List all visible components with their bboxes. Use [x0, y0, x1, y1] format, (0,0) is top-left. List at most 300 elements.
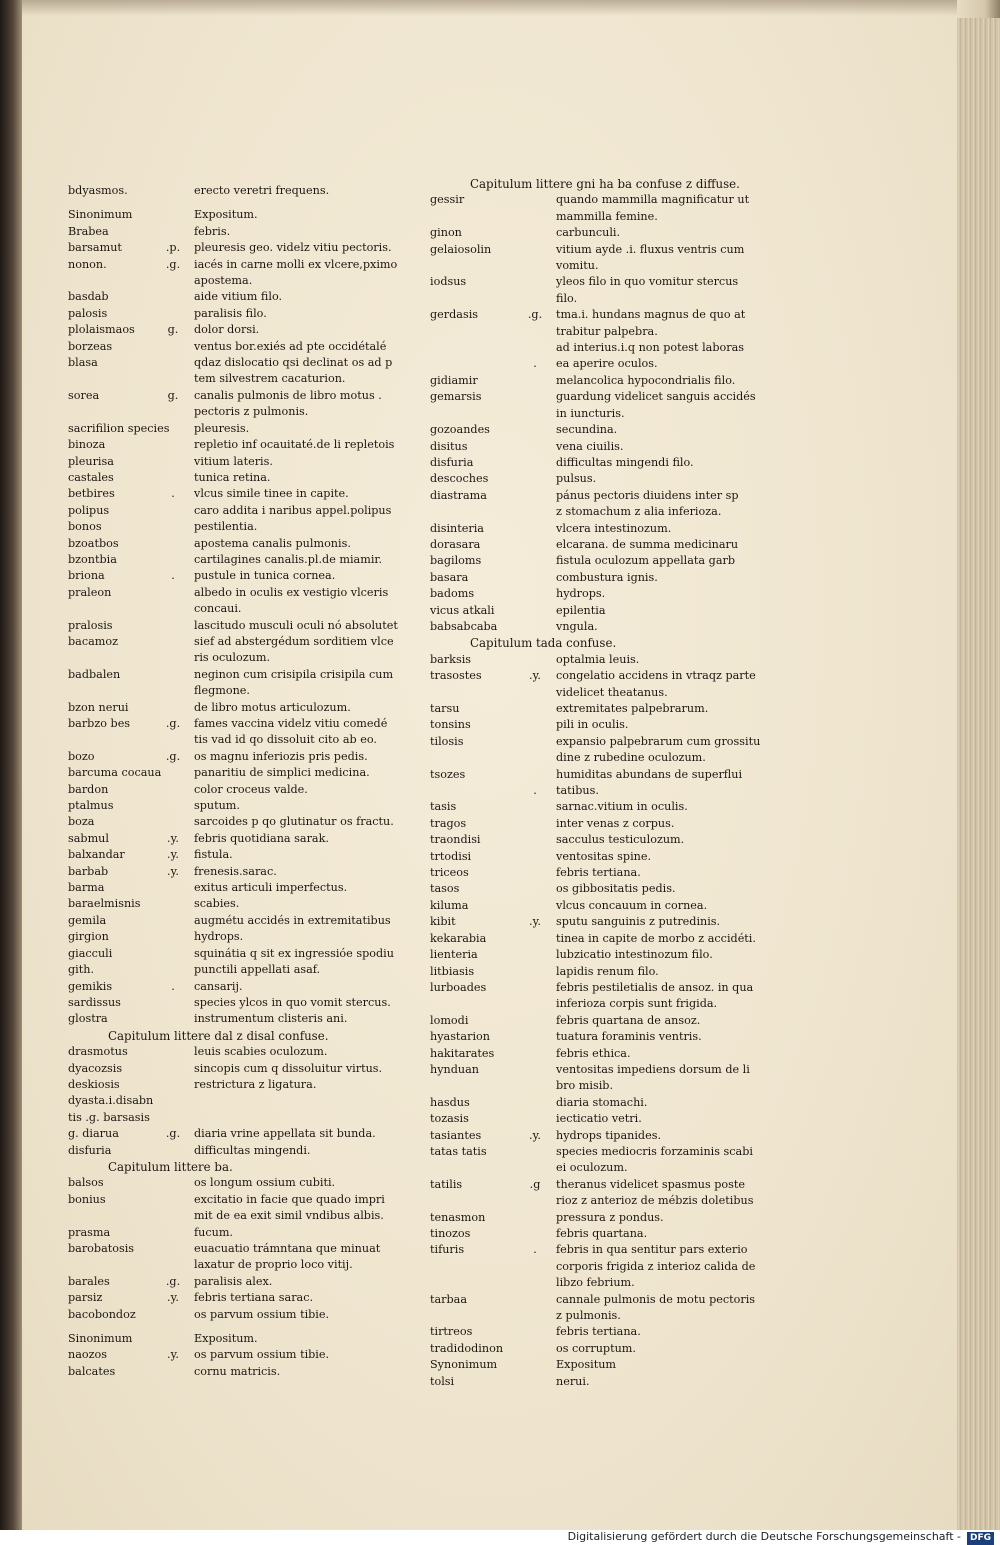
entry-mark — [514, 439, 556, 455]
entry-term: bzoatbos — [68, 536, 119, 550]
entry-definition: os parvum ossium tibie. — [194, 1307, 330, 1321]
entry-definition: febris in qua sentitur pars exterio — [556, 1243, 748, 1257]
glossary-entry — [430, 1128, 760, 1144]
entry-mark — [152, 421, 194, 437]
glossary-entry — [430, 750, 760, 766]
entry-term: tifuris — [430, 1243, 465, 1257]
entry-mark — [514, 1292, 556, 1308]
entry-term: sabmul — [68, 831, 109, 845]
entry-definition: mammilla femine. — [556, 209, 658, 223]
entry-definition: albedo in oculis ex vestigio vlceris — [194, 585, 389, 599]
entry-definition: epilentia — [556, 603, 606, 617]
entry-mark — [514, 586, 556, 602]
glossary-entry — [430, 1013, 760, 1029]
entry-mark: . — [171, 487, 175, 501]
entry-mark — [152, 913, 194, 929]
entry-term: palosis — [68, 306, 108, 320]
footer-bar — [0, 1530, 1000, 1545]
entry-term: tasiantes — [430, 1128, 482, 1142]
glossary-entry — [68, 1208, 384, 1224]
entry-term: gelaiosolin — [430, 242, 492, 256]
entry-term: ginon — [430, 226, 462, 240]
entry-term: girgion — [68, 930, 109, 944]
entry-definition: os parvum ossium tibie. — [194, 1348, 330, 1362]
entry-term: bardon — [68, 782, 109, 796]
glossary-entry — [68, 536, 378, 552]
entry-term: praleon — [68, 585, 112, 599]
entry-definition — [194, 1093, 378, 1109]
entry-definition: lascitudo musculi oculi nó absolutet — [194, 618, 398, 632]
entry-definition: dine z rubedine oculozum. — [556, 751, 706, 765]
glossary-entry — [430, 209, 760, 225]
entry-definition: ventositas spine. — [556, 849, 652, 863]
entry-mark — [514, 603, 556, 619]
glossary-entry — [68, 240, 392, 256]
entry-term: deskiosis — [68, 1077, 120, 1091]
glossary-entry — [430, 816, 760, 832]
entry-definition: vlcus simile tinee in capite. — [194, 487, 349, 501]
entry-definition: sarnac.vitium in oculis. — [556, 800, 688, 814]
entry-term: lurboades — [430, 980, 487, 994]
entry-definition: cornu matricis. — [194, 1364, 281, 1378]
entry-term: gemarsis — [430, 390, 482, 404]
entry-term: tatilis — [430, 1177, 463, 1191]
glossary-entry — [430, 570, 760, 586]
entry-definition: vitium ayde .i. fluxus ventris cum — [556, 242, 745, 256]
entry-term: tatas tatis — [430, 1144, 487, 1158]
entry-definition: flegmone. — [194, 684, 250, 698]
entry-definition: os corruptum. — [556, 1341, 636, 1355]
entry-definition: punctili appellati asaf. — [194, 963, 321, 977]
glossary-entry — [430, 1095, 760, 1111]
entry-term — [430, 750, 514, 766]
entry-definition: secundina. — [556, 423, 618, 437]
entry-term: polipus — [68, 503, 110, 517]
chapter-heading: Capitulum littere ba. — [108, 1159, 233, 1174]
glossary-entry — [68, 519, 378, 535]
entry-definition: febris quartana de ansoz. — [556, 1013, 701, 1027]
entry-mark — [514, 242, 556, 258]
glossary-entry — [68, 929, 378, 945]
glossary-entry — [68, 1175, 378, 1191]
entry-mark — [514, 570, 556, 586]
glossary-entry — [430, 439, 760, 455]
glossary-entry — [430, 1259, 760, 1275]
entry-definition: congelatio accidens in vtraqz parte — [556, 669, 756, 683]
entry-mark: g. — [167, 323, 179, 337]
glossary-entry — [430, 242, 760, 258]
glossary-entry — [68, 421, 378, 437]
entry-term — [430, 324, 514, 340]
entry-mark: .g. — [527, 308, 543, 322]
entry-mark — [514, 406, 556, 422]
entry-term: dyasta.i.disabn — [68, 1094, 154, 1108]
entry-definition: paralisis alex. — [194, 1274, 273, 1288]
chapter-heading: Capitulum littere gni ha ba confuse z diffuse. — [470, 177, 740, 191]
chapter-heading: Capitulum tada confuse. — [470, 636, 617, 651]
glossary-entry — [430, 225, 760, 241]
entry-definition: extremitates palpebrarum. — [556, 702, 709, 715]
entry-term: balxandar — [68, 848, 125, 862]
glossary-entry — [430, 668, 760, 684]
glossary-entry — [68, 847, 378, 863]
glossary-entry — [68, 585, 389, 601]
entry-term: binoza — [68, 438, 106, 452]
entry-term — [430, 209, 514, 225]
entry-definition: yleos filo in quo vomitur stercus — [556, 275, 739, 289]
glossary-entry — [68, 1077, 378, 1093]
entry-mark: .y. — [529, 669, 541, 683]
entry-mark — [152, 536, 194, 552]
entry-mark — [514, 1324, 556, 1340]
entry-definition: mit de ea exit simil vndibus albis. — [194, 1209, 384, 1223]
glossary-entry — [68, 1331, 378, 1347]
entry-term: gozoandes — [430, 423, 490, 437]
entry-term — [430, 291, 514, 307]
entry-definition: pestilentia. — [194, 520, 258, 534]
entry-definition: repletio inf ocauitaté.de li repletois — [194, 438, 395, 452]
entry-mark — [152, 650, 194, 666]
entry-definition: paralisis filo. — [194, 306, 267, 320]
entry-definition: pleuresis. — [194, 421, 250, 435]
glossary-entry — [430, 1078, 760, 1094]
glossary-entry — [68, 1257, 378, 1273]
entry-definition: tinea in capite de morbo z accidéti. — [556, 931, 756, 945]
entry-mark — [514, 881, 556, 897]
entry-mark — [152, 585, 194, 601]
entry-definition: excitatio in facie que quado impri — [194, 1192, 385, 1206]
glossary-entry — [430, 291, 760, 307]
entry-mark — [152, 183, 194, 199]
entry-mark — [152, 273, 194, 289]
entry-term: traondisi — [430, 833, 481, 847]
entry-term — [68, 1257, 152, 1273]
entry-term: bozo — [68, 749, 95, 763]
entry-term: bzontbia — [68, 552, 117, 566]
entry-term: barbab — [68, 864, 109, 878]
entry-term: ptalmus — [68, 799, 114, 813]
entry-definition: sarcoides p qo glutinatur os fractu. — [194, 815, 394, 829]
entry-definition: leuis scabies oculozum. — [194, 1045, 328, 1059]
entry-mark — [514, 471, 556, 487]
glossary-entry — [430, 537, 760, 553]
entry-term: blasa — [68, 356, 98, 370]
glossary-entry — [68, 183, 378, 199]
glossary-entry — [430, 1242, 760, 1258]
glossary-entry — [430, 619, 760, 635]
entry-mark — [152, 1077, 194, 1093]
entry-term: giacculi — [68, 946, 113, 960]
entry-term: tonsins — [430, 718, 471, 732]
entry-mark — [514, 225, 556, 241]
entry-mark: .y. — [167, 1291, 179, 1305]
entry-mark: . — [533, 357, 537, 371]
entry-definition: ei oculozum. — [556, 1161, 628, 1175]
entry-term: descoches — [430, 472, 489, 486]
entry-definition: sacculus testiculozum. — [556, 833, 685, 847]
entry-definition: febris quotidiana sarak. — [194, 831, 329, 845]
glossary-entry — [430, 1177, 760, 1193]
entry-definition: febris. — [194, 224, 231, 238]
entry-definition: cansarij. — [194, 979, 243, 993]
entry-term: sorea — [68, 388, 100, 402]
entry-mark — [152, 601, 194, 617]
glossary-entry — [68, 1126, 378, 1142]
entry-mark — [152, 1093, 194, 1109]
glossary-entry — [430, 356, 760, 372]
entry-definition: ris oculozum. — [194, 651, 271, 665]
entry-term — [68, 650, 152, 666]
glossary-entry — [430, 685, 760, 701]
entry-definition: fucum. — [194, 1225, 233, 1239]
entry-term: parsiz — [68, 1291, 103, 1305]
entry-term: kibit — [430, 915, 456, 929]
entry-definition: tuatura foraminis ventris. — [556, 1030, 702, 1044]
entry-mark — [152, 355, 194, 371]
entry-mark — [152, 1175, 194, 1191]
entry-definition: febris tertiana sarac. — [194, 1291, 314, 1305]
entry-mark — [514, 750, 556, 766]
entry-definition: laxatur de proprio loco vitij. — [194, 1258, 353, 1272]
entry-definition: apostema. — [194, 274, 253, 288]
glossary-entry — [68, 1110, 378, 1126]
entry-mark — [514, 947, 556, 963]
glossary-entry — [430, 389, 760, 405]
entry-term — [430, 340, 514, 356]
entry-term: plolaismaos — [68, 323, 135, 337]
glossary-entry — [68, 355, 393, 371]
entry-term: vicus atkali — [430, 603, 495, 617]
entry-mark — [152, 1257, 194, 1273]
entry-mark — [514, 1259, 556, 1275]
entry-mark — [152, 1331, 194, 1347]
entry-mark: . — [533, 784, 537, 798]
glossary-entry — [68, 1347, 378, 1363]
entry-definition: tatibus. — [556, 784, 599, 798]
entry-term: baraelmisnis — [68, 897, 141, 911]
entry-term — [430, 258, 514, 274]
entry-definition: lapidis renum filo. — [556, 964, 659, 978]
entry-mark — [514, 849, 556, 865]
entry-definition: concaui. — [194, 602, 242, 616]
entry-definition: vena ciuilis. — [556, 439, 624, 453]
glossary-entry — [68, 650, 378, 666]
entry-term: trtodisi — [430, 849, 472, 863]
entry-definition: theranus videlicet spasmus poste — [556, 1177, 746, 1191]
entry-definition: quando mammilla magnificatur ut — [556, 193, 750, 207]
entry-term: gemila — [68, 913, 107, 927]
entry-mark — [152, 470, 194, 486]
entry-definition: qdaz dislocatio qsi declinat os ad p — [194, 356, 393, 370]
glossary-entry — [430, 455, 760, 471]
entry-mark — [514, 1029, 556, 1045]
glossary-entry — [430, 1308, 760, 1324]
entry-term — [430, 406, 514, 422]
glossary-entry — [430, 881, 760, 897]
glossary-entry — [68, 1241, 381, 1257]
entry-mark — [152, 519, 194, 535]
entry-mark — [152, 1208, 194, 1224]
entry-mark — [514, 619, 556, 635]
entry-mark — [514, 258, 556, 274]
entry-definition: Expositum. — [194, 208, 258, 222]
entry-term: kiluma — [430, 898, 469, 912]
entry-definition: ad interius.i.q non potest laboras — [556, 341, 744, 355]
entry-term: litbiasis — [430, 964, 475, 978]
entry-definition: melancolica hypocondrialis filo. — [556, 373, 736, 387]
entry-mark: .y. — [529, 1128, 541, 1142]
glossary-entry — [68, 946, 394, 962]
entry-term — [430, 1160, 514, 1176]
entry-term — [430, 1259, 514, 1275]
glossary-entry — [68, 798, 378, 814]
chapter-heading: Capitulum littere dal z disal confuse. — [108, 1028, 329, 1043]
entry-definition: hydrops. — [556, 587, 606, 601]
entry-definition: fames vaccina videlz vitiu comedé — [194, 717, 388, 730]
entry-definition: vitium lateris. — [194, 454, 273, 468]
glossary-entry — [430, 1144, 760, 1160]
entry-mark — [152, 814, 194, 830]
entry-definition: tem silvestrem cacaturion. — [194, 372, 346, 386]
entry-term: tarbaa — [430, 1292, 468, 1306]
entry-mark: .y. — [167, 864, 179, 878]
glossary-entry — [68, 601, 378, 617]
entry-mark — [152, 732, 194, 748]
glossary-entry — [68, 896, 378, 912]
entry-definition: in iuncturis. — [556, 406, 625, 420]
entry-term: barales — [68, 1274, 110, 1288]
entry-term: gemikis — [68, 979, 113, 993]
entry-mark — [514, 1341, 556, 1357]
entry-mark — [514, 192, 556, 208]
glossary-entry — [430, 258, 760, 274]
entry-mark — [514, 1160, 556, 1176]
glossary-entry — [68, 618, 398, 634]
glossary-entry — [430, 734, 760, 750]
glossary-entry — [68, 1290, 378, 1306]
glossary-entry — [68, 1192, 385, 1208]
entry-term — [430, 685, 514, 701]
entry-mark — [514, 537, 556, 553]
glossary-entry — [68, 1307, 378, 1323]
entry-mark — [152, 634, 194, 650]
entry-mark — [514, 1357, 556, 1373]
entry-term — [68, 1208, 152, 1224]
entry-mark: .g. — [165, 749, 181, 763]
glossary-entry — [430, 1324, 760, 1340]
entry-definition: trabitur palpebra. — [556, 324, 658, 338]
glossary-entry — [430, 914, 760, 930]
entry-definition: frenesis.sarac. — [194, 864, 277, 878]
entry-mark — [514, 340, 556, 356]
glossary-entry — [430, 799, 760, 815]
entry-term: dyacozsis — [68, 1061, 123, 1075]
entry-term: borzeas — [68, 339, 113, 353]
entry-definition: inter venas z corpus. — [556, 816, 675, 830]
entry-term: sacrifilion species — [68, 421, 170, 435]
glossary-entry — [430, 865, 760, 881]
entry-definition: erecto veretri frequens. — [194, 184, 330, 197]
glossary-entry — [430, 274, 760, 290]
entry-term — [430, 1275, 514, 1291]
entry-mark — [152, 404, 194, 420]
entry-mark — [514, 1046, 556, 1062]
glossary-entry — [68, 552, 383, 568]
entry-term: tis .g. barsasis — [68, 1110, 150, 1124]
glossary-entry — [68, 486, 378, 502]
entry-mark — [514, 964, 556, 980]
entry-term: disfuria — [68, 1143, 112, 1157]
entry-definition: z stomachum z alia inferioza. — [556, 505, 722, 519]
entry-definition: tunica retina. — [194, 470, 271, 484]
entry-term: barcuma cocaua — [68, 766, 162, 780]
glossary-entry — [430, 1062, 760, 1078]
glossary-entry — [68, 1274, 378, 1290]
entry-term: diastrama — [430, 488, 487, 502]
entry-mark — [152, 1241, 194, 1257]
entry-definition: diaria vrine appellata sit bunda. — [194, 1127, 376, 1141]
entry-mark: .y. — [529, 915, 541, 929]
entry-term: balsos — [68, 1176, 104, 1190]
entry-definition: sputum. — [194, 799, 240, 813]
glossary-entry — [68, 339, 387, 355]
entry-definition: de libro motus articulozum. — [194, 700, 351, 714]
entry-term: hakitarates — [430, 1046, 495, 1060]
entry-mark — [152, 700, 194, 716]
glossary-entry — [430, 980, 760, 996]
entry-definition: hydrops tipanides. — [556, 1128, 661, 1142]
entry-term: bagiloms — [430, 554, 482, 568]
glossary-entry — [68, 207, 378, 223]
entry-mark — [152, 962, 194, 978]
glossary-entry — [430, 553, 760, 569]
entry-term: tasis — [430, 800, 457, 814]
entry-term — [430, 1078, 514, 1094]
glossary-entry — [430, 1029, 760, 1045]
entry-definition: carbunculi. — [556, 226, 621, 240]
entry-term: tilosis — [430, 734, 464, 748]
entry-term: gessir — [430, 193, 465, 207]
entry-definition: lubzicatio intestinozum filo. — [556, 948, 713, 962]
entry-term: Synonimum — [430, 1358, 498, 1372]
glossary-entry — [430, 373, 760, 389]
glossary-entry — [430, 947, 760, 963]
entry-mark — [152, 454, 194, 470]
entry-term: badbalen — [68, 667, 121, 681]
glossary-entry — [430, 783, 760, 799]
entry-definition: fistula. — [194, 848, 233, 862]
glossary-entry — [430, 717, 760, 733]
entry-mark — [152, 946, 194, 962]
entry-term — [430, 356, 514, 372]
entry-mark — [152, 782, 194, 798]
entry-term — [430, 504, 514, 520]
entry-definition: corporis frigida z interioz calida de — [556, 1259, 756, 1273]
entry-mark — [152, 224, 194, 240]
entry-term: basara — [430, 570, 469, 584]
entry-definition: neginon cum crisipila crisipila cum — [194, 667, 394, 681]
entry-mark: .g. — [165, 1274, 181, 1288]
entry-term: triceos — [430, 866, 469, 880]
entry-term: boza — [68, 815, 95, 829]
entry-definition: ea aperire oculos. — [556, 357, 658, 371]
entry-term: tragos — [430, 816, 467, 830]
entry-term: tolsi — [430, 1374, 455, 1388]
entry-definition: febris pestiletialis de ansoz. in qua — [556, 980, 754, 994]
entry-mark — [152, 995, 194, 1011]
glossary-entry — [430, 1226, 760, 1242]
glossary-entry — [430, 1160, 760, 1176]
